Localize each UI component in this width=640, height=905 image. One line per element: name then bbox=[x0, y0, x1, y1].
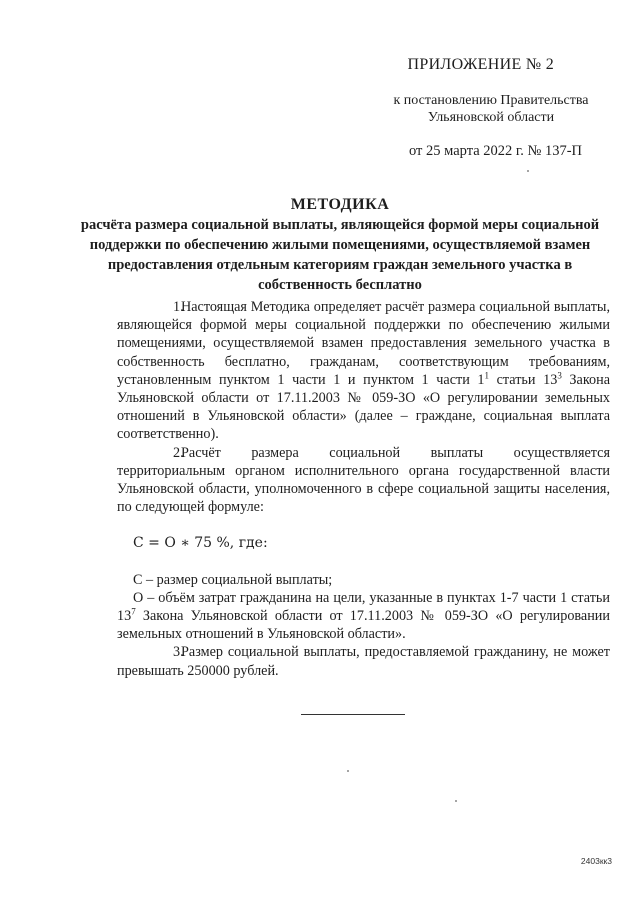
scan-speck bbox=[347, 770, 349, 772]
paragraph-1-sup-1: 1 bbox=[484, 370, 490, 381]
document-subtitle: расчёта размера социальной выплаты, являющейся формой меры социальной поддержки по обеспечению жилыми помещениями, осуществляемой взамен предоставления отдельным категориям граждан земельного участка в собственность бесплатно bbox=[80, 217, 600, 293]
annex-ref-line-2: Ульяновской области bbox=[427, 110, 555, 125]
paragraph-3 bbox=[117, 643, 610, 679]
paragraph-1-text-c: Закона Ульяновской области от 17.11.2003 № 059-ЗО «О регулировании земельных отношений в Ульяновской области» (далее – граждане, социальная выплата соответственно). bbox=[117, 371, 610, 443]
paragraph-2 bbox=[117, 444, 610, 517]
scan-speck bbox=[455, 800, 457, 802]
paragraph-1 bbox=[117, 298, 610, 444]
paragraph-1-text-b: статьи 13 bbox=[489, 371, 558, 388]
paragraph-3-text: Размер социальной выплаты, предоставляемой гражданину, не может превышать 250000 рублей. bbox=[117, 644, 610, 679]
paragraph-1-number: 1. bbox=[173, 299, 184, 315]
document-title: МЕТОДИКА bbox=[290, 196, 390, 213]
document-body bbox=[117, 298, 610, 680]
definition-c: С – размер социальной выплаты; bbox=[133, 571, 333, 588]
paragraph-1-sup-2: 3 bbox=[557, 370, 562, 381]
annex-ref-line-1: к постановлению Правительства bbox=[393, 93, 589, 108]
definition-o-text-a: О – объём затрат гражданина на цели, указанные в пунктах 1-7 части 1 статьи 13 bbox=[117, 589, 610, 625]
document-code: 2403кк3 bbox=[580, 856, 612, 866]
formula: С = О ∗ 75 %, где: bbox=[133, 535, 268, 552]
scan-speck bbox=[527, 170, 529, 172]
definition-o-text-b: Закона Ульяновской области от 17.11.2003 № 059-ЗО «О регулировании земельных отношений в Ульяновской области». bbox=[117, 608, 610, 643]
document-title-block bbox=[80, 195, 600, 295]
annex-date: от 25 марта 2022 г. № 137-П bbox=[409, 143, 582, 159]
annex-title: ПРИЛОЖЕНИЕ № 2 bbox=[407, 56, 554, 73]
paragraph-3-number: 3. bbox=[173, 644, 184, 661]
paragraph-2-number: 2. bbox=[173, 444, 184, 461]
definition-o-sup: 7 bbox=[131, 606, 136, 617]
paragraph-2-text: Расчёт размера социальной выплаты осуществляется территориальным органом исполнительного органа государственной власти Ульяновской области, уполномоченного в сфере социальной защиты населения, по следующей формуле: bbox=[117, 444, 610, 516]
definition-o bbox=[117, 589, 610, 644]
closing-divider bbox=[301, 714, 405, 715]
annex-reference bbox=[386, 92, 596, 126]
paragraph-1-text-a: Настоящая Методика определяет расчёт размера социальной выплаты, являющейся формой меры социальной поддержки по обеспечению жилыми помещениями, осуществляемой взамен предоставления земельного участка в собственность бесплатно, гражданам, соответствующим требованиям, установленным пунктом 1 части 1 и пунктом 1 части 1 bbox=[117, 299, 610, 388]
